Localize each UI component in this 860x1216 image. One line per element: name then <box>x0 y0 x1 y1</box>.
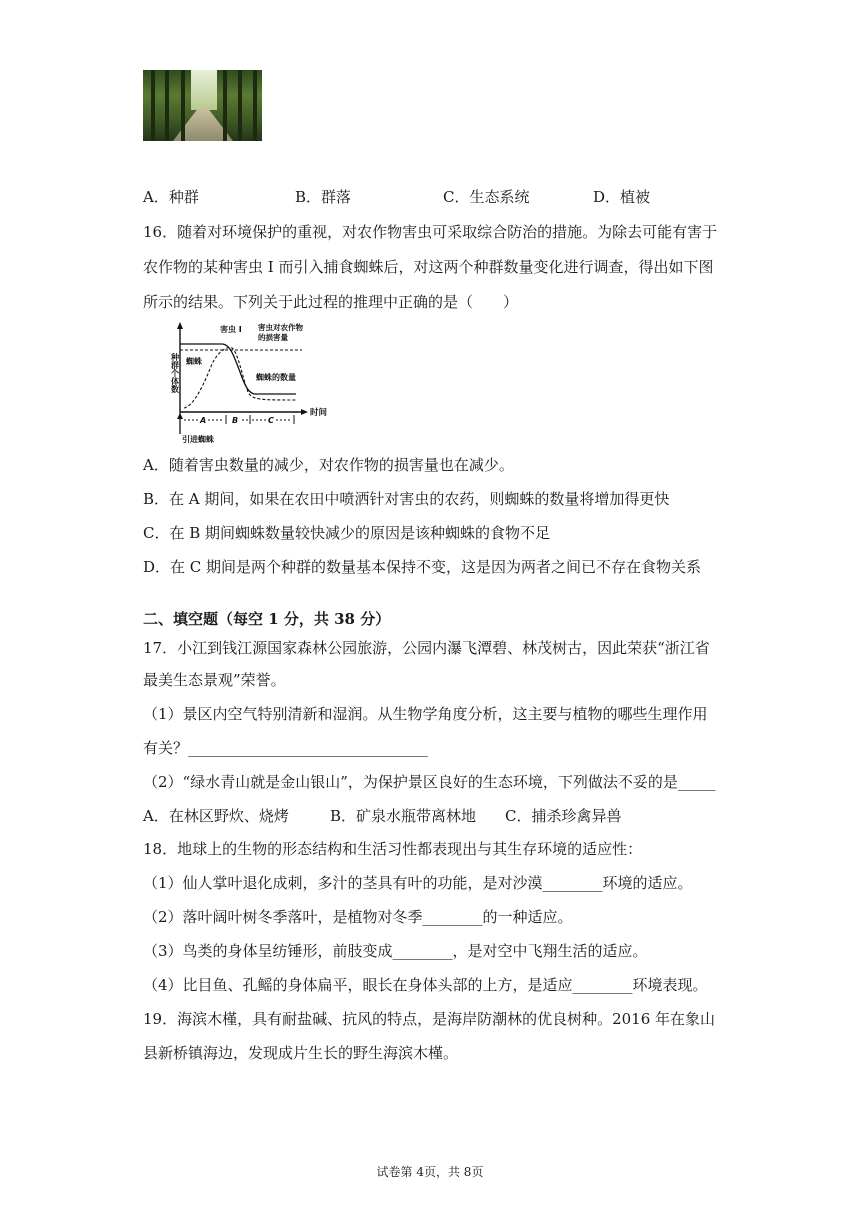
q18-item-3: （3）鸟类的身体呈纺锤形，前肢变成________，是对空中飞翔生活的适应。 <box>143 942 648 960</box>
q18-item-2: （2）落叶阔叶树冬季落叶，是植物对冬季________的一种适应。 <box>143 908 573 926</box>
q16-stem-line: 农作物的某种害虫 I 而引入捕食蜘蛛后，对这两个种群数量变化进行调查，得出如下图 <box>143 258 714 276</box>
q18-stem: 18．地球上的生物的形态结构和生活习性都表现出与其生存环境的适应性： <box>143 840 643 858</box>
x-axis-label: 时间 <box>310 408 328 418</box>
q15-option-d: D．植被 <box>593 188 651 206</box>
q17-part2: （2）“绿水青山就是金山银山”，为保护景区良好的生态环境，下列做法不妥的是_____ <box>143 773 716 791</box>
period-a: A <box>200 416 207 425</box>
q16-stem-line: 所示的结果。下列关于此过程的推理中正确的是（ ） <box>143 293 519 311</box>
q19-stem-line: 19．海滨木槿，具有耐盐碱、抗风的特点，是海岸防潮林的优良树种。2016 年在象山 <box>143 1010 716 1028</box>
q15-option-b: B．群落 <box>295 188 352 206</box>
q18-item-4: （4）比目鱼、孔鳐的身体扁平，眼长在身体头部的上方，是适应________环境表现。 <box>143 976 708 994</box>
label-pest: 害虫 I <box>220 325 242 334</box>
period-c: C <box>268 416 274 425</box>
q18-item-1: （1）仙人掌叶退化成刺，多汁的茎具有叶的功能，是对沙漠________环境的适应。 <box>143 874 693 892</box>
q16-option-b: B．在 A 期间，如果在农田中喷洒针对害虫的农药，则蜘蛛的数量将增加得更快 <box>143 490 670 508</box>
q17-stem-line: 17．小江到钱江源国家森林公园旅游，公园内瀑飞潭碧、林茂树古，因此荣获“浙江省 <box>143 639 710 657</box>
q19-stem-line: 县新桥镇海边，发现成片生长的野生海滨木槿。 <box>143 1044 459 1062</box>
period-b: B <box>232 416 239 425</box>
q15-option-a: A．种群 <box>143 188 199 206</box>
annotation-introduce-spider: 引进蜘蛛 <box>182 435 214 444</box>
q17-part1-line: （1）景区内空气特别清新和湿润。从生物学角度分析，这主要与植物的哪些生理作用 <box>143 705 708 723</box>
q16-stem-line: 16．随着对环境保护的重视，对农作物害虫可采取综合防治的措施。为除去可能有害于 <box>143 223 718 241</box>
q17-stem-line: 最美生态景观”荣誉。 <box>143 671 286 689</box>
q16-option-a: A．随着害虫数量的减少，对农作物的损害量也在减少。 <box>143 456 514 474</box>
q17-option-b: B．矿泉水瓶带离林地 <box>330 807 477 825</box>
population-chart <box>170 320 335 446</box>
q15-option-c: C．生态系统 <box>443 188 530 206</box>
label-damage-2: 的损害量 <box>258 333 288 342</box>
section-2-title: 二、填空题（每空 1 分，共 38 分） <box>143 610 391 628</box>
label-spider-count: 蜘蛛的数量 <box>256 373 296 382</box>
y-axis-label: 种群个体数 <box>170 353 180 393</box>
label-spider: 蜘蛛 <box>186 357 202 366</box>
q16-option-d: D．在 C 期间是两个种群的数量基本保持不变，这是因为两者之间已不存在食物关系 <box>143 558 702 576</box>
q17-option-a: A．在林区野炊、烧烤 <box>143 807 289 825</box>
q17-part1-line: 有关？________________________________ <box>143 739 429 757</box>
series-pest-line <box>180 344 296 394</box>
page-footer: 试卷第 4页，共 8页 <box>376 1165 484 1179</box>
q17-option-c: C．捕杀珍禽异兽 <box>505 807 622 825</box>
label-damage-1: 害虫对农作物 <box>258 323 303 332</box>
q16-option-c: C．在 B 期间蜘蛛数量较快减少的原因是该种蜘蛛的食物不足 <box>143 524 551 542</box>
forest-road-photo <box>143 70 262 141</box>
